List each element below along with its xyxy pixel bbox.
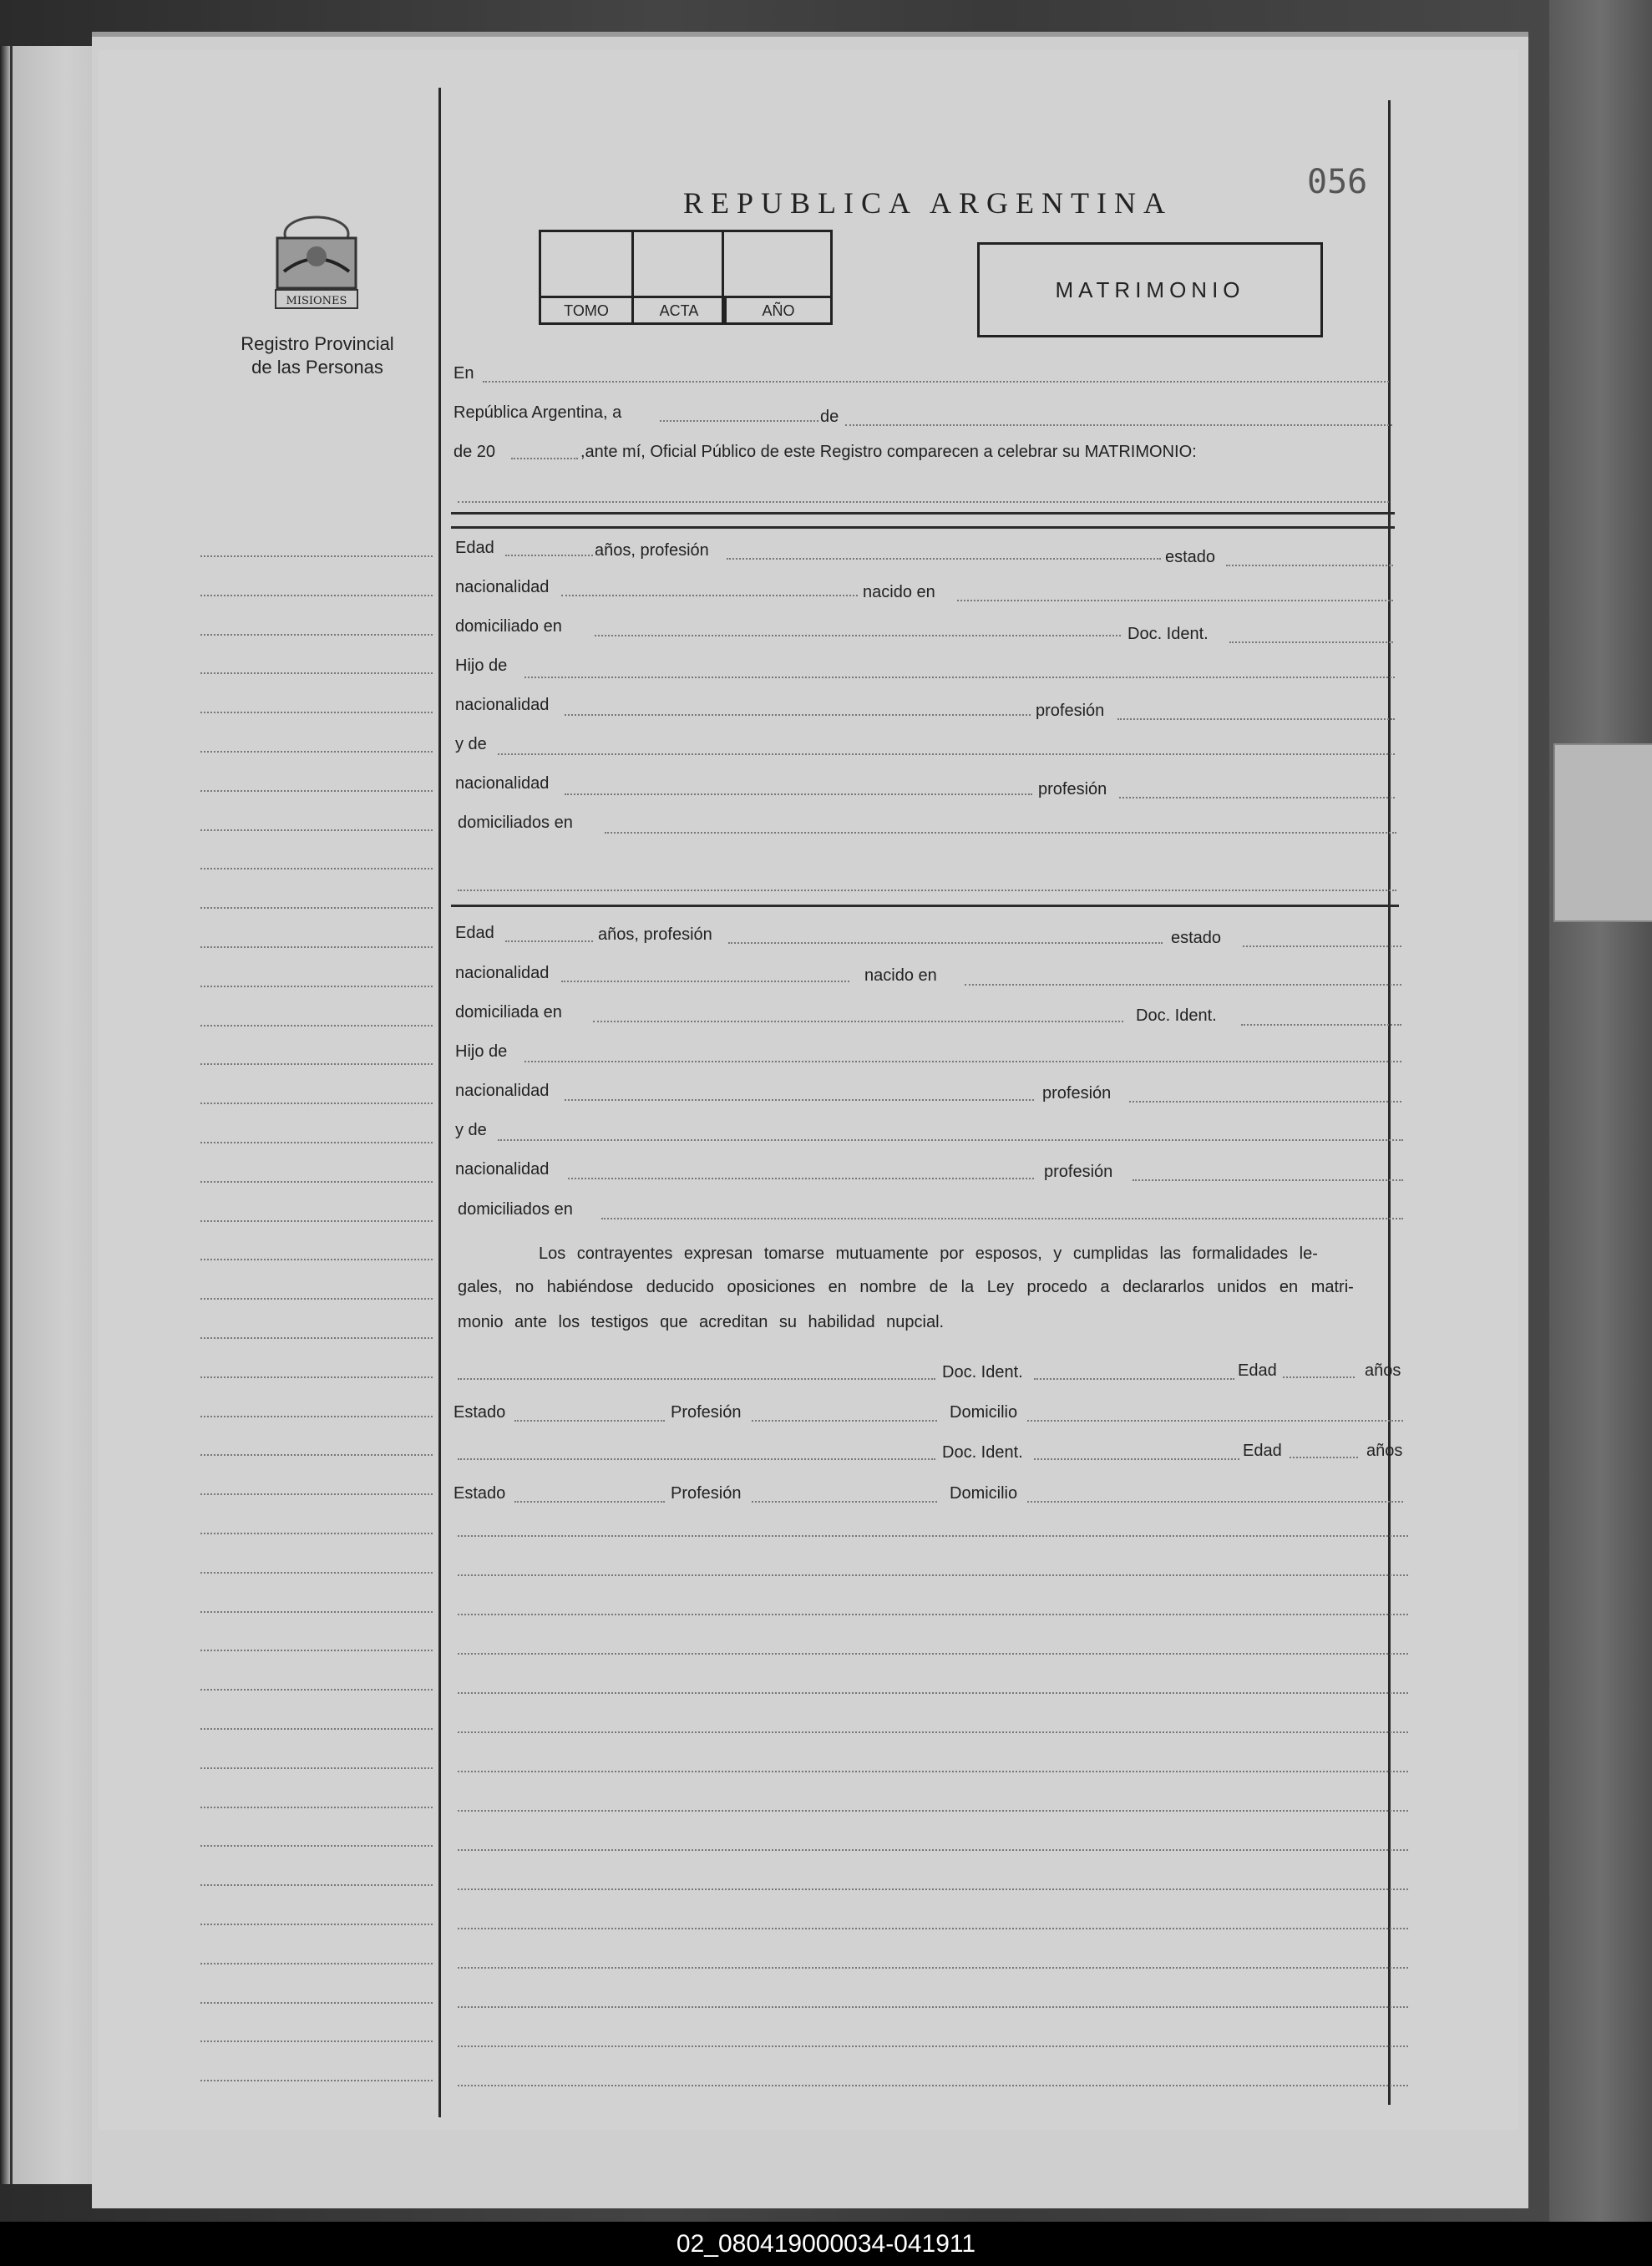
groom-anos-profesion: años, profesión <box>595 541 709 560</box>
bride-nacionalidad: nacionalidad <box>455 964 550 982</box>
margin-dotted-line <box>200 946 433 948</box>
image-filename: 02_080419000034-041911 <box>0 2222 1652 2266</box>
margin-dotted-line <box>200 1533 433 1534</box>
bride-hijo-de: Hijo de <box>455 1042 508 1061</box>
margin-dotted-line <box>200 751 433 753</box>
groom-nacido-en: nacido en <box>863 583 935 601</box>
notes-dotted-line <box>458 1535 1408 1537</box>
margin-dotted-line <box>200 1493 433 1495</box>
bride-nacionalidad-madre: nacionalidad <box>455 1160 550 1179</box>
anio-label: AÑO <box>727 296 830 325</box>
country-title: REPUBLICA ARGENTINA <box>683 186 1173 220</box>
notes-dotted-line <box>458 1653 1408 1655</box>
label-de: de <box>820 408 839 426</box>
declaration-line3: monio ante los testigos que acreditan su habilidad nupcial. <box>458 1313 945 1331</box>
witness2-anos: años <box>1366 1442 1403 1460</box>
label-republica: República Argentina, a <box>454 403 622 422</box>
declaration-line1: Los contrayentes expresan tomarse mutuamente por esposos, y cumplidas las formalidades le- <box>539 1245 1318 1263</box>
margin-dotted-line <box>200 2002 433 2004</box>
groom-domiciliados-en: domiciliados en <box>458 814 573 832</box>
notes-dotted-line <box>458 1614 1408 1615</box>
margin-dotted-line <box>200 712 433 713</box>
margin-dotted-line <box>200 1884 433 1886</box>
witness1-profesion: Profesión <box>671 1403 742 1422</box>
bride-profesion-madre: profesión <box>1044 1163 1113 1181</box>
margin-dotted-line <box>200 1650 433 1651</box>
margin-dotted-line <box>200 986 433 987</box>
margin-dotted-line <box>200 634 433 636</box>
margin-dotted-line <box>200 1376 433 1378</box>
margin-dotted-line <box>200 1845 433 1847</box>
notes-dotted-line <box>458 2006 1408 2008</box>
margin-divider <box>438 88 441 2117</box>
groom-profesion-padre: profesión <box>1036 702 1105 720</box>
margin-dotted-line <box>200 1337 433 1339</box>
notes-dotted-line <box>458 1849 1408 1851</box>
label-ante: ,ante mí, Oficial Público de este Registro comparecen a celebrar su MATRIMONIO: <box>580 443 1197 461</box>
label-en: En <box>454 364 474 383</box>
svg-text:MISIONES: MISIONES <box>286 295 347 307</box>
margin-dotted-line <box>200 1572 433 1574</box>
rule-groom-top <box>451 526 1395 529</box>
witness1-domicilio: Domicilio <box>950 1403 1018 1422</box>
witness2-edad: Edad <box>1243 1442 1282 1460</box>
bride-profesion-padre: profesión <box>1042 1084 1112 1103</box>
margin-dotted-line <box>200 595 433 596</box>
margin-dotted-line <box>200 1963 433 1964</box>
bride-domiciliada-en: domiciliada en <box>455 1003 562 1021</box>
book-spine-strip <box>1549 0 1652 2222</box>
margin-dotted-line <box>200 1807 433 1808</box>
witness2-estado: Estado <box>454 1484 506 1503</box>
notes-dotted-line <box>458 1967 1408 1969</box>
groom-nacionalidad: nacionalidad <box>455 578 550 596</box>
bride-anos-profesion: años, profesión <box>598 925 712 944</box>
margin-dotted-line <box>200 2080 433 2081</box>
rule-intro-bottom <box>451 512 1395 515</box>
margin-dotted-line <box>200 1025 433 1027</box>
margin-dotted-line <box>200 1298 433 1300</box>
groom-y-de: y de <box>455 735 487 753</box>
notes-dotted-line <box>458 1888 1408 1890</box>
bride-nacido-en: nacido en <box>864 966 937 985</box>
witness1-anos: años <box>1365 1361 1401 1380</box>
margin-dotted-line <box>200 829 433 831</box>
bride-estado: estado <box>1171 929 1222 947</box>
groom-edad: Edad <box>455 539 494 557</box>
margin-dotted-line <box>200 1220 433 1222</box>
witness1-estado: Estado <box>454 1403 506 1422</box>
margin-dotted-line <box>200 555 433 557</box>
witness2-profesion: Profesión <box>671 1484 742 1503</box>
margin-dotted-line <box>200 1259 433 1260</box>
margin-dotted-line <box>200 1416 433 1417</box>
tomo-label: TOMO <box>541 296 634 325</box>
notes-dotted-line <box>458 1574 1408 1576</box>
groom-nacionalidad-padre: nacionalidad <box>455 696 550 714</box>
notes-dotted-line <box>458 2085 1408 2086</box>
margin-dotted-line <box>200 907 433 909</box>
notes-dotted-line <box>458 1771 1408 1772</box>
witness2-domicilio: Domicilio <box>950 1484 1018 1503</box>
groom-hijo-de: Hijo de <box>455 656 508 675</box>
groom-doc-ident: Doc. Ident. <box>1128 625 1209 643</box>
groom-domiciliado-en: domiciliado en <box>455 617 562 636</box>
margin-dotted-line <box>200 672 433 674</box>
notes-dotted-line <box>458 1731 1408 1733</box>
tomo-acta-anio-box <box>539 230 833 325</box>
bride-domiciliados-en: domiciliados en <box>458 1200 573 1219</box>
folio-number: 056 <box>1307 163 1368 201</box>
label-de20: de 20 <box>454 443 496 461</box>
margin-dotted-line <box>200 2040 433 2042</box>
groom-nacionalidad-madre: nacionalidad <box>455 774 550 793</box>
witness1-doc-ident: Doc. Ident. <box>942 1363 1023 1381</box>
declaration-line2: gales, no habiéndose deducido oposiciones en nombre de la Ley procedo a declararlos unidos en matri- <box>458 1278 1354 1296</box>
margin-dotted-line <box>200 1689 433 1691</box>
bride-doc-ident: Doc. Ident. <box>1136 1006 1217 1025</box>
witness2-doc-ident: Doc. Ident. <box>942 1443 1023 1462</box>
witness1-edad: Edad <box>1238 1361 1277 1380</box>
right-frame <box>1388 100 1391 2105</box>
margin-dotted-line <box>200 1924 433 1925</box>
registry-line1: Registro Provincial <box>241 333 394 354</box>
bride-nacionalidad-padre: nacionalidad <box>455 1082 550 1100</box>
margin-dotted-line <box>200 1181 433 1183</box>
margin-dotted-line <box>200 1767 433 1769</box>
groom-profesion-madre: profesión <box>1038 780 1107 798</box>
notes-dotted-line <box>458 2045 1408 2047</box>
notes-dotted-line <box>458 1810 1408 1812</box>
registry-name <box>213 332 422 379</box>
notes-dotted-line <box>458 1692 1408 1694</box>
acta-label: ACTA <box>634 296 727 325</box>
province-seal-icon <box>267 213 366 317</box>
groom-estado: estado <box>1165 548 1216 566</box>
margin-dotted-line <box>200 1454 433 1456</box>
margin-dotted-line <box>200 868 433 869</box>
margin-dotted-line <box>200 1063 433 1065</box>
bride-y-de: y de <box>455 1121 487 1139</box>
margin-dotted-line <box>200 1611 433 1613</box>
margin-dotted-line <box>200 1103 433 1104</box>
registry-line2: de las Personas <box>251 357 383 378</box>
margin-dotted-line <box>200 790 433 792</box>
act-type-box: MATRIMONIO <box>977 242 1323 337</box>
margin-dotted-line <box>200 1728 433 1730</box>
notes-dotted-line <box>458 1928 1408 1929</box>
margin-dotted-line <box>200 1142 433 1143</box>
bride-edad: Edad <box>455 924 494 942</box>
side-label-tag <box>1553 743 1652 922</box>
rule-bride-top <box>451 905 1399 907</box>
